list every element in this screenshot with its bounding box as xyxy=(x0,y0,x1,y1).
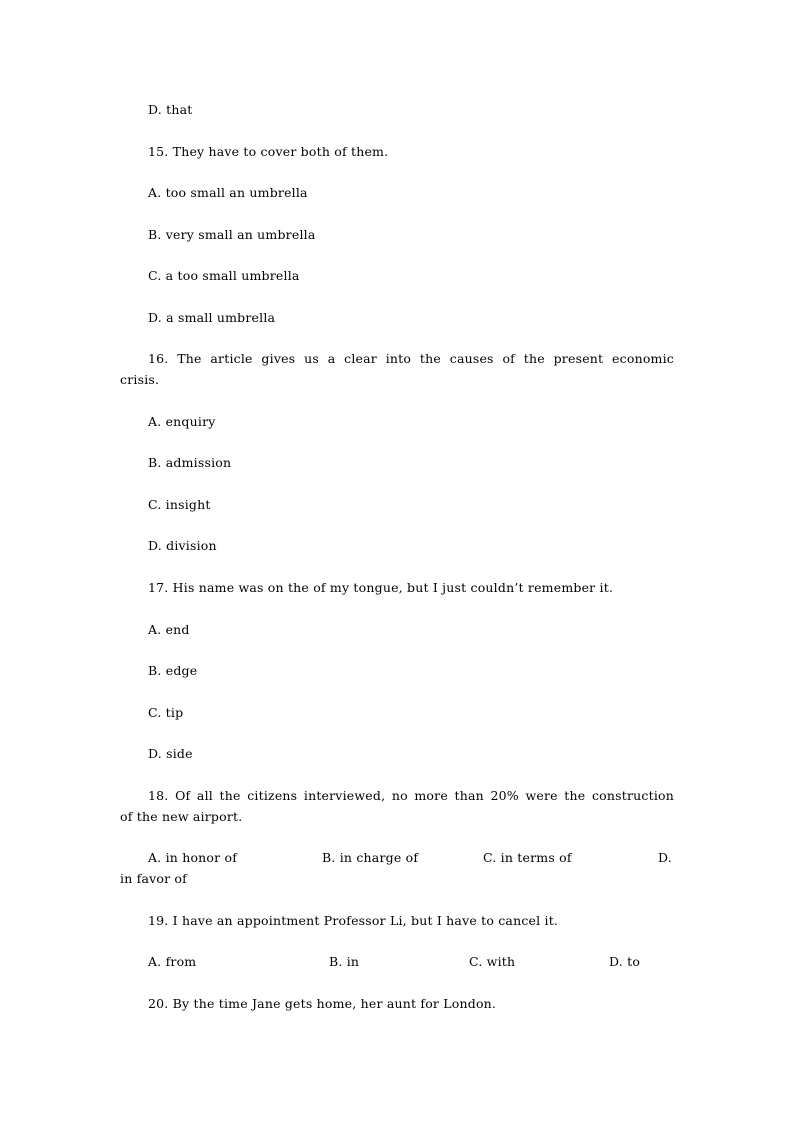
q19-option-b: B. in xyxy=(329,954,360,969)
q19-option-a: A. from xyxy=(148,954,197,969)
document-page: D. that 15. They have to cover both of them. A. too small an umbrella B. very small an umbrella C. a too small umbrella D. a small umbrella 16. The article gives us a clear into the causes of the present economic crisis. A. enquiry B. admission C. insight D. division 17. His name was on the of my tongue, but I just couldn’t remember it. A. end B. edge C. tip D. side 18. Of all the citizens interviewed, no more than 20% were the construction of the new airport. A. in honor of B. in charge of C. in terms of D. in favor of 19. I have an appointment Professor Li, but I have to cancel it. A. from B. in C. with D. to 20. By the time Jane gets home, her aunt for London. xyxy=(120,102,674,1011)
q19-option-c: C. with xyxy=(469,954,516,969)
q18-option-a: A. in honor of xyxy=(148,850,238,865)
q18-option-b: B. in charge of xyxy=(322,850,419,865)
q19-option-d: D. to xyxy=(609,954,641,969)
q18-option-d-label: D. xyxy=(658,850,672,865)
q18-option-c: C. in terms of xyxy=(483,850,572,865)
